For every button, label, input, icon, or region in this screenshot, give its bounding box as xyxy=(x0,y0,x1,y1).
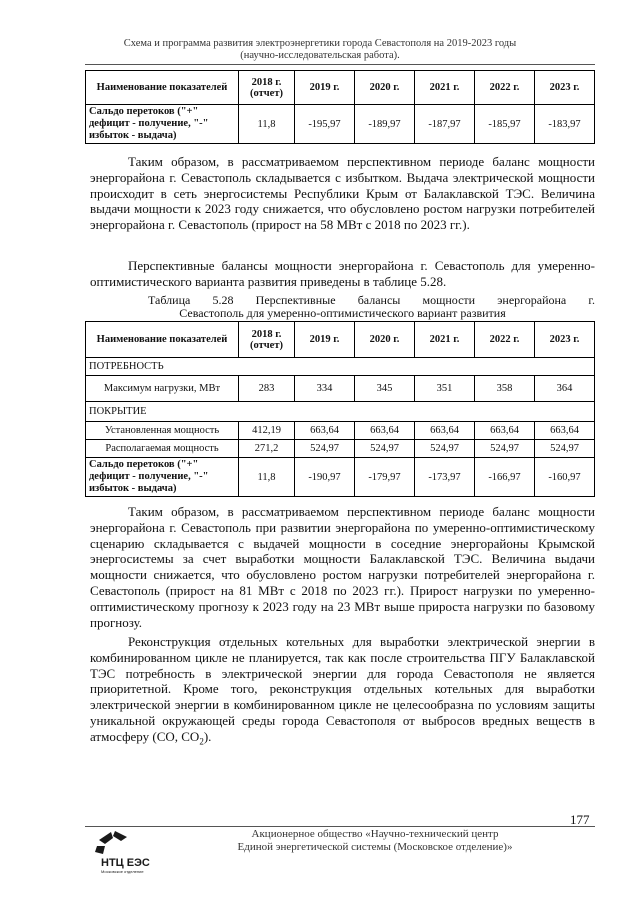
table-cell: -183,97 xyxy=(535,105,595,144)
section-row xyxy=(86,358,595,376)
table-cell: 351 xyxy=(415,376,475,402)
table-caption: Севастополь для умеренно-оптимистического вариант развития xyxy=(179,306,506,320)
header-cell: 2018 г. (отчет) xyxy=(239,71,295,105)
table-cell: 412,19 xyxy=(239,422,295,440)
header-cell: Наименование показателей xyxy=(86,71,239,105)
footer xyxy=(160,828,590,854)
table-cell: -195,97 xyxy=(295,105,355,144)
header-cell: 2022 г. xyxy=(475,71,535,105)
header-cell: 2022 г. xyxy=(475,322,535,358)
table-cell: 663,64 xyxy=(355,422,415,440)
table-cell: -160,97 xyxy=(535,458,595,497)
table-caption: Таблица 5.28 Перспективные балансы мощности энергорайона г. xyxy=(148,293,595,307)
header-cell: Наименование показателей xyxy=(86,322,239,358)
row-label: Сальдо перетоков ("+" дефицит - получение, "-" избыток - выдача) xyxy=(86,105,239,144)
table-cell: 663,64 xyxy=(415,422,475,440)
header-cell: 2019 г. xyxy=(295,71,355,105)
header-cell: 2021 г. xyxy=(415,71,475,105)
table-cell: 364 xyxy=(535,376,595,402)
row-label: Располагаемая мощность xyxy=(86,440,239,458)
svg-text:НТЦ ЕЭС: НТЦ ЕЭС xyxy=(101,857,150,869)
balance-table-moderate xyxy=(85,321,595,497)
table-cell: -166,97 xyxy=(475,458,535,497)
header-cell: 2020 г. xyxy=(355,71,415,105)
header-line-1: Схема и программа развития электроэнергетики города Севастополя на 2019-2023 годы xyxy=(123,38,517,49)
row-label: Установленная мощность xyxy=(86,422,239,440)
table-row xyxy=(86,422,595,440)
table-cell: -185,97 xyxy=(475,105,535,144)
header-cell: 2021 г. xyxy=(415,322,475,358)
table-cell: -189,97 xyxy=(355,105,415,144)
header-cell: 2023 г. xyxy=(535,322,595,358)
running-header xyxy=(0,38,640,62)
table-cell: 11,8 xyxy=(239,458,295,497)
table-cell: 334 xyxy=(295,376,355,402)
header-cell: 2018 г. (отчет) xyxy=(239,322,295,358)
table-cell: 524,97 xyxy=(475,440,535,458)
section-label: ПОТРЕБНОСТЬ xyxy=(86,358,595,376)
table-cell: 524,97 xyxy=(295,440,355,458)
header-cell: 2020 г. xyxy=(355,322,415,358)
paragraph: Таким образом, в рассматриваемом перспективном периоде баланс мощности энергорайона г. Севастополь при развитии энергорайона по умеренно-оптимистическому сценарию складывается с выдачей мощности в соседние энергорайоны Крымской энергосистемы за счет выработки мощности Балаклавской ТЭС. Величина выдачи мощности снижается, что обусловлено ростом нагрузки потребителей энергорайона г. Севастополь (прирост на 81 МВт с 2018 по 2023 гг.). Прирост нагрузки по умеренно-оптимистическому прогнозу к 2023 году на 23 МВт выше прироста нагрузки по базовому прогнозу. xyxy=(90,504,595,630)
paragraph: Таким образом, в рассматриваемом перспективном периоде баланс мощности энергорайона г. Севастополь складывается с избытком. Выдача электрической мощности происходит в сеть энергосистемы Республики Крым от Балаклавской ТЭС. Величина выдачи мощности к 2023 году снижается, что обусловлено ростом нагрузки потребителей энергорайона г. Севастополь (прирост на 58 МВт с 2018 по 2023 гг.). xyxy=(90,154,595,233)
section-label: ПОКРЫТИЕ xyxy=(86,402,595,422)
table-header-row xyxy=(86,71,595,105)
table-cell: 345 xyxy=(355,376,415,402)
footer-rule xyxy=(85,826,595,827)
table-row xyxy=(86,458,595,497)
table-cell: 283 xyxy=(239,376,295,402)
section-row xyxy=(86,402,595,422)
table-cell: 358 xyxy=(475,376,535,402)
balance-table-base xyxy=(85,70,595,144)
header-cell: 2019 г. xyxy=(295,322,355,358)
header-line-2: (научно-исследовательская работа). xyxy=(240,50,400,61)
page-number: 177 xyxy=(570,812,590,827)
table-cell: 663,64 xyxy=(535,422,595,440)
svg-text:Московское отделение: Московское отделение xyxy=(101,869,144,874)
company-logo-icon xyxy=(91,828,161,876)
table-cell: -179,97 xyxy=(355,458,415,497)
table-cell: 11,8 xyxy=(239,105,295,144)
footer-line-2: Единой энергетической системы (Московское отделение)» xyxy=(237,841,513,853)
footer-line-1: Акционерное общество «Научно-технический центр xyxy=(251,828,499,840)
row-label: Максимум нагрузки, МВт xyxy=(86,376,239,402)
table-row xyxy=(86,376,595,402)
paragraph: Перспективные балансы мощности энергорайона г. Севастополь для умеренно-оптимистического варианта развития приведены в таблице 5.28. xyxy=(90,258,595,289)
table-cell: 663,64 xyxy=(295,422,355,440)
row-label: Сальдо перетоков ("+" дефицит - получение, "-" избыток - выдача) xyxy=(86,458,239,497)
table-cell: 524,97 xyxy=(535,440,595,458)
table-cell: 524,97 xyxy=(415,440,475,458)
header-cell: 2023 г. xyxy=(535,71,595,105)
table-header-row xyxy=(86,322,595,358)
table-cell: 663,64 xyxy=(475,422,535,440)
table-cell: -187,97 xyxy=(415,105,475,144)
table-row xyxy=(86,440,595,458)
table-cell: -190,97 xyxy=(295,458,355,497)
table-row xyxy=(86,105,595,144)
table-cell: 271,2 xyxy=(239,440,295,458)
paragraph: Реконструкция отдельных котельных для выработки электрической энергии в комбинированном цикле не планируется, так как после строительства ПГУ Балаклавской ТЭС потребность в электрической энергии для города Севастополя не является приоритетной. Кроме того, реконструкция отдельных котельных для выработки электрической энергии в комбинированном цикле не целесообразна по условиям защиты уникальной окружающей среды города Севастополя от выбросов вредных веществ в атмосферу (CO, $CO_2$). xyxy=(90,634,595,747)
header-rule xyxy=(85,64,595,65)
table-cell: -173,97 xyxy=(415,458,475,497)
table-cell: 524,97 xyxy=(355,440,415,458)
